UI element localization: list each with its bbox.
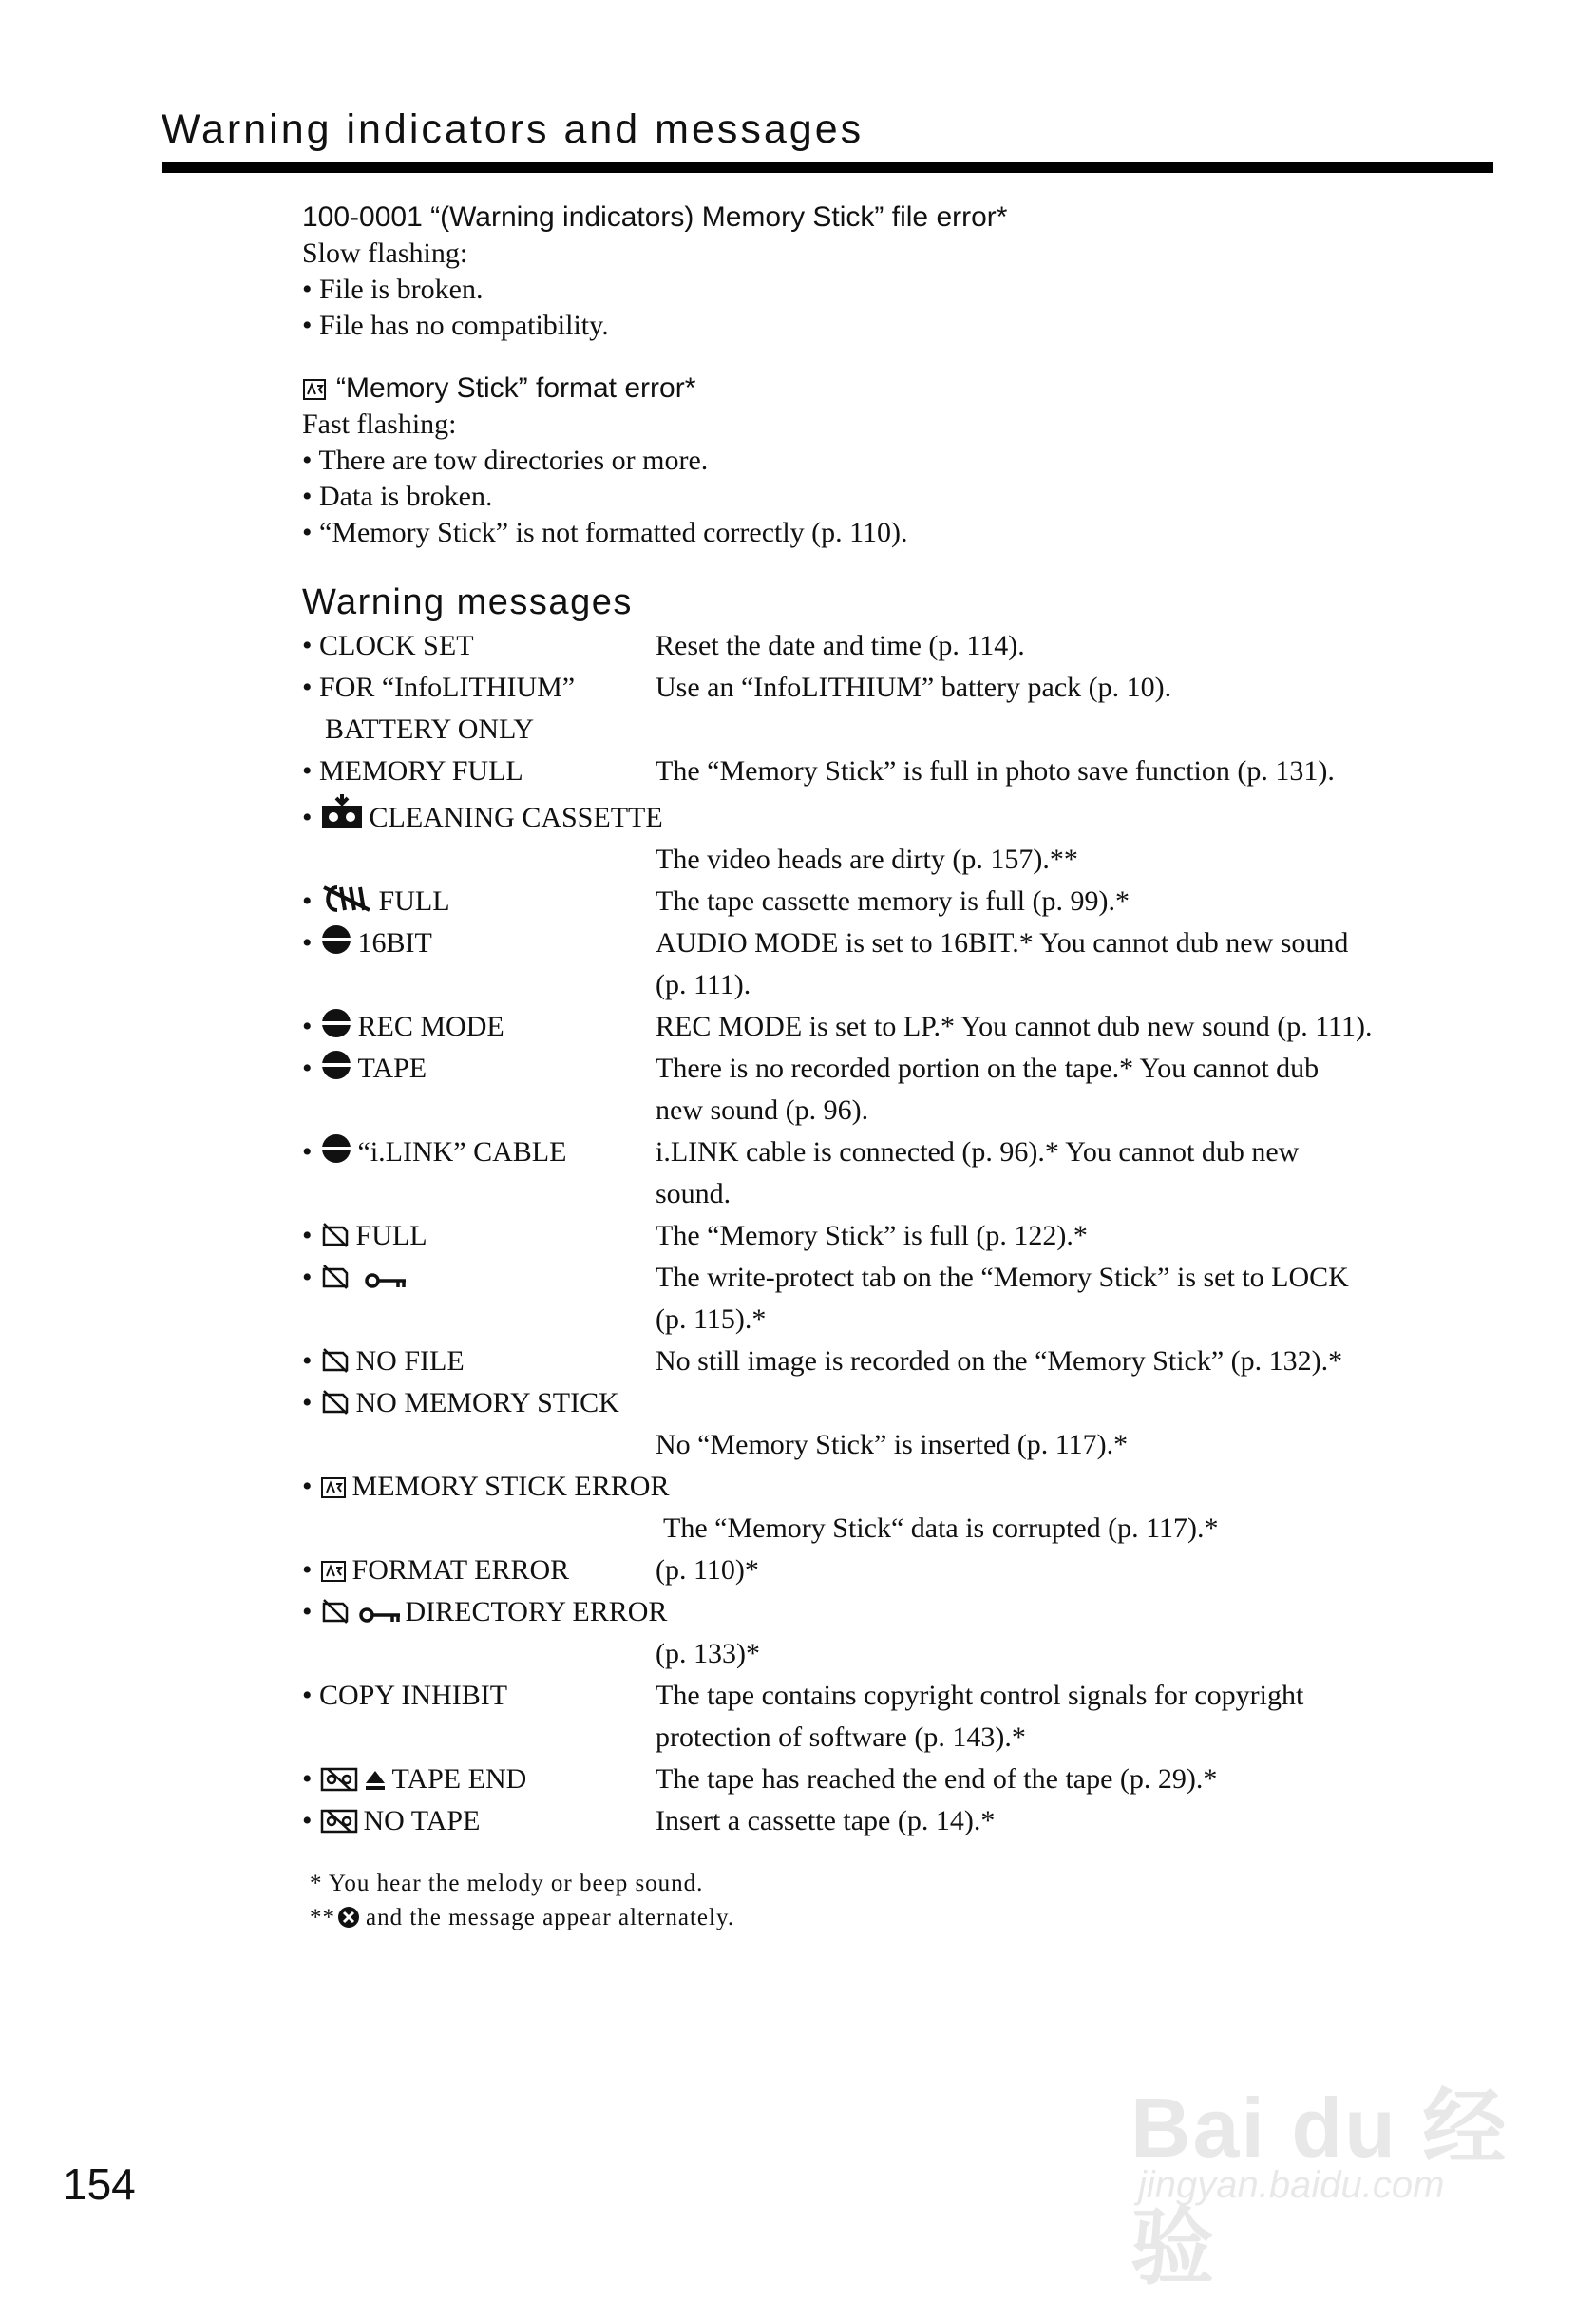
cassette-memory-icon: [320, 884, 373, 914]
dubbing-disabled-icon: [320, 1007, 352, 1039]
indicator-line: • File is broken.: [302, 274, 484, 305]
memory-stick-error-icon: [320, 1476, 347, 1499]
indicator-block-format-error: [302, 371, 1501, 551]
list-item: • DIRECTORY ERROR: [302, 1596, 668, 1627]
memory-stick-error-icon: [320, 1560, 347, 1583]
watermark-brand: Bai du 经验: [1130, 2081, 1509, 2294]
indicator-heading: “Memory Stick” format error*: [336, 372, 696, 404]
list-item: • “i.LINK” CABLE i.LINK cable is connected (p. 96).* You cannot dub new sound.: [302, 1131, 1501, 1215]
footnote: * You hear the melody or beep sound.: [310, 1871, 704, 1896]
cleaning-cassette-icon: [320, 792, 364, 830]
cross-circle-icon: [337, 1906, 360, 1929]
list-item: • FULL The tape cassette memory is full (p. 99).*: [302, 881, 1501, 922]
message-text: The tape cassette memory is full (p. 99).*: [656, 885, 1130, 917]
lock-key-icon: [364, 1271, 408, 1290]
message-label: 16BIT: [357, 927, 432, 959]
indicator-heading: 100-0001 “(Warning indicators) Memory Stick” file error*: [302, 201, 1008, 233]
section-title: Warning indicators and messages: [162, 106, 864, 152]
list-item: • NO MEMORY STICK: [302, 1387, 619, 1418]
message-text-cont: sound.: [656, 1178, 732, 1209]
footnote-marker: **: [310, 1905, 335, 1930]
indicator-line: • File has no compatibility.: [302, 310, 609, 341]
message-label-cont: BATTERY ONLY: [325, 713, 535, 745]
list-item: • CLEANING CASSETTE: [302, 792, 1501, 839]
message-text: The “Memory Stick“ data is corrupted (p. 117).*: [663, 1512, 1219, 1544]
eject-icon: [364, 1769, 387, 1792]
message-text: The video heads are dirty (p. 157).**: [656, 844, 1078, 875]
list-item: [302, 751, 1501, 792]
message-label: • FOR “InfoLITHIUM”: [302, 672, 576, 703]
message-text: The “Memory Stick” is full in photo save function (p. 131).: [656, 755, 1335, 787]
list-item: • REC MODE REC MODE is set to LP.* You cannot dub new sound (p. 111).: [302, 1006, 1501, 1048]
footnote: and the message appear alternately.: [366, 1905, 735, 1930]
dubbing-disabled-icon: [320, 1132, 352, 1165]
page-content: [302, 200, 1501, 1935]
message-label: • CLOCK SET: [302, 630, 474, 661]
header-rule: [162, 162, 1493, 173]
memory-stick-icon: [320, 1222, 351, 1248]
list-item: • The write-protect tab on the “Memory Stick” is set to LOCK (p. 115).*: [302, 1257, 1501, 1341]
list-item: • NO FILE No still image is recorded on the “Memory Stick” (p. 132).*: [302, 1341, 1501, 1382]
message-text: The tape contains copyright control signals for copyright: [656, 1680, 1304, 1711]
message-label: FULL: [355, 1220, 428, 1251]
memory-stick-format-icon: [302, 378, 327, 401]
dubbing-disabled-icon: [320, 1049, 352, 1081]
message-label: NO TAPE: [363, 1805, 481, 1836]
indicator-line: • Data is broken.: [302, 481, 493, 512]
message-text-cont: protection of software (p. 143).*: [656, 1721, 1026, 1753]
cassette-icon: [320, 1809, 358, 1834]
message-text: There is no recorded portion on the tape.* You cannot dub: [656, 1053, 1320, 1084]
message-text-cont: new sound (p. 96).: [656, 1094, 869, 1126]
message-text-cont: (p. 115).*: [656, 1303, 767, 1335]
message-label: TAPE END: [391, 1763, 527, 1795]
message-label: “i.LINK” CABLE: [357, 1136, 567, 1168]
dubbing-disabled-icon: [320, 923, 352, 956]
list-item: [302, 625, 1501, 667]
message-text: Use an “InfoLITHIUM” battery pack (p. 10).: [656, 672, 1172, 703]
watermark-url: jingyan.baidu.com: [1138, 2164, 1445, 2206]
list-item: • TAPE There is no recorded portion on the tape.* You cannot dub new sound (p. 96).: [302, 1048, 1501, 1131]
indicator-line: Fast flashing:: [302, 409, 457, 440]
memory-stick-icon: [320, 1347, 351, 1374]
message-label: FULL: [378, 885, 450, 917]
list-item: • FORMAT ERROR (p. 110)*: [302, 1550, 1501, 1591]
indicator-line: • There are tow directories or more.: [302, 445, 709, 476]
message-label: DIRECTORY ERROR: [405, 1596, 668, 1627]
message-label: REC MODE: [357, 1011, 504, 1042]
list-item: • NO TAPE Insert a cassette tape (p. 14).*: [302, 1800, 1501, 1842]
message-label: • COPY INHIBIT: [302, 1680, 508, 1711]
lock-key-icon: [358, 1606, 402, 1625]
list-item: • MEMORY STICK ERROR: [302, 1471, 670, 1502]
message-label: MEMORY STICK ERROR: [352, 1471, 670, 1502]
message-text: (p. 110)*: [656, 1554, 759, 1586]
message-label: CLEANING CASSETTE: [369, 802, 663, 833]
list-item: [302, 1675, 1501, 1759]
memory-stick-icon: [320, 1598, 351, 1625]
message-text: No still image is recorded on the “Memory Stick” (p. 132).*: [656, 1345, 1343, 1377]
message-text: The write-protect tab on the “Memory Stick” is set to LOCK: [656, 1262, 1349, 1293]
message-text: AUDIO MODE is set to 16BIT.* You cannot dub new sound: [656, 927, 1349, 959]
cassette-icon: [320, 1767, 358, 1792]
message-text: Insert a cassette tape (p. 14).*: [656, 1805, 996, 1836]
message-text: The tape has reached the end of the tape (p. 29).*: [656, 1763, 1218, 1795]
page-number: 154: [63, 2159, 136, 2209]
list-item: • FULL The “Memory Stick” is full (p. 122).*: [302, 1215, 1501, 1257]
watermark: [1130, 2024, 1530, 2294]
message-label: NO MEMORY STICK: [355, 1387, 619, 1418]
warning-messages-title: Warning messages: [302, 582, 633, 622]
list-item: • 16BIT AUDIO MODE is set to 16BIT.* You cannot dub new sound (p. 111).: [302, 922, 1501, 1006]
message-text: No “Memory Stick” is inserted (p. 117).*: [656, 1429, 1129, 1460]
message-text: REC MODE is set to LP.* You cannot dub new sound (p. 111).: [656, 1011, 1373, 1042]
message-text: The “Memory Stick” is full (p. 122).*: [656, 1220, 1088, 1251]
message-label: FORMAT ERROR: [352, 1554, 570, 1586]
message-text: Reset the date and time (p. 114).: [656, 630, 1025, 661]
message-text: i.LINK cable is connected (p. 96).* You cannot dub new: [656, 1136, 1300, 1168]
message-text: (p. 133)*: [656, 1638, 760, 1669]
indicator-block-file-error: [302, 200, 1501, 344]
memory-stick-icon: [320, 1264, 351, 1290]
indicator-line: Slow flashing:: [302, 238, 468, 269]
memory-stick-icon: [320, 1389, 351, 1416]
message-label: NO FILE: [355, 1345, 465, 1377]
list-item: • TAPE END The tape has reached the end of the tape (p. 29).*: [302, 1759, 1501, 1800]
message-text-cont: (p. 111).: [656, 969, 751, 1000]
indicator-line: • “Memory Stick” is not formatted correctly (p. 110).: [302, 517, 908, 548]
footnotes: [302, 1867, 1501, 1935]
message-label: TAPE: [357, 1053, 428, 1084]
list-item: [302, 667, 1501, 751]
message-label: • MEMORY FULL: [302, 755, 523, 787]
